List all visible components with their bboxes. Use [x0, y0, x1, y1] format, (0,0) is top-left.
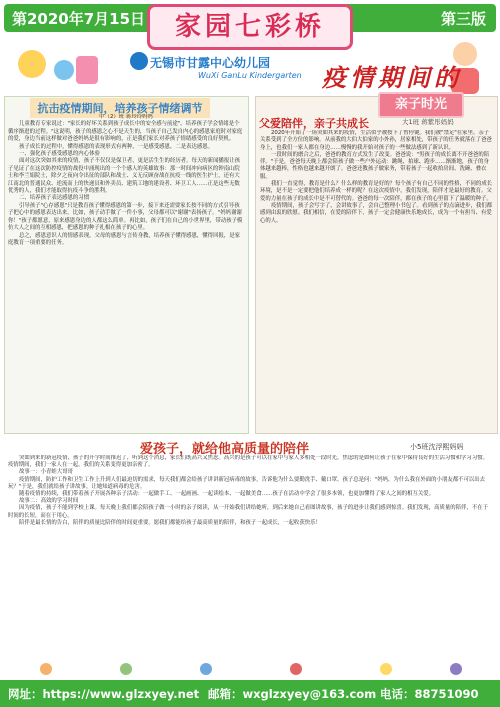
paragraph: 疫情期间，孩子会写字了，会讲故事了，会自己整理小书包了。看到孩子的点滴进步，我们都感到由衷的欣慰。我们相信，在爱的陪伴下，孩子一定会健康快乐地成长，成为一个有担当、有爱心的人。	[260, 202, 493, 224]
section-title: 疫情期间的	[322, 63, 462, 92]
issue-date: 第2020年7月15日	[12, 10, 146, 28]
paragraph: 故事二：高效的学习时间	[19, 498, 79, 505]
child-icon	[380, 663, 392, 675]
paragraph: 故事一：小青蛙大哥哥	[19, 469, 73, 476]
footer-bar	[0, 680, 500, 707]
paragraph: 总之，感恩意识人的情感表现，父母的感恩与言传身教，培养孩子懂得感恩，懂得回报，是家庭教育一项重要的任务。	[8, 232, 241, 246]
footer-website[interactable]: 网址：https://www.glzxyey.net	[8, 687, 200, 701]
paragraph: 儿童教育专家说过："家长的好坏关系到孩子成长中的安全感与前途"。培养孩子学会情绪是个循序渐进的过程。"这说明，孩子的感恩之心不是天生的，当孩子自己发自内心的感恩家庭时对家庭的爱，身边当前这样做对爸爸妈妈是很有影响的，正是我们家长对养孩子情绪感受的良好契机。	[8, 121, 243, 143]
right-article-title: 父爱陪伴，亲子共成长	[259, 117, 369, 130]
child-icon	[450, 663, 462, 675]
paragraph: 二、培养孩子表达感恩的习惯	[19, 195, 90, 202]
bottom-article-body	[8, 455, 492, 677]
child-icon	[200, 663, 212, 675]
right-article-body	[260, 130, 493, 430]
cartoon-decoration-left	[14, 36, 104, 92]
footer-email[interactable]: 邮箱：wxglzxyey@163.com	[208, 687, 377, 701]
newsletter-title: 家园七彩桥	[147, 4, 353, 50]
school-logo-icon	[130, 52, 148, 70]
child-icon	[120, 663, 132, 675]
paragraph: 一段时间的磨合之后，爸爸的教育方式发生了改变。爸爸说："男孩子的成长离不开爸爸的陪伴。"于是，爸爸每天晚上都会陪孩子做一些户外运动：跳绳、拍球、跑步……渐渐地，孩子的身体越来越棒，性格也越来越开朗了。爸爸还教孩子做家务，带着孩子一起收拾房间、洗碗、叠衣服。	[260, 151, 490, 180]
paragraph: 一、强化孩子感受感恩的内心体验	[19, 151, 100, 158]
edition-label: 第三版	[440, 10, 486, 28]
paragraph: 我们一直觉得，教育是什么？什么样的教育是好的？每个孩子有自己不同的性格，不同的成长环境，是不是一定要把他们培养成一样的呢？在这次疫情中，我们发现，陪伴才是最好的教育。父爱的力量在孩子的成长中是不可替代的。爸爸的每一次陪伴，都在孩子的心里留下了温暖的种子。	[260, 181, 493, 202]
parent-child-badge: 亲子时光	[378, 92, 464, 118]
sun-icon	[18, 50, 46, 78]
left-article-body	[8, 114, 244, 430]
paragraph: 引导孩子"心存感恩"只是教育孩子懂得感恩的第一步，接下来还需要家长按不同的方式引导孩子把心中的感恩表达出来。比如，孩子动手做了一件小事，父母都可以"谢谢"表扬孩子。"妈妈谢谢你！"孩子都愿意，原来感恩身边的人都这么简单。再比如，孩子们在自己的小世界里，带动孩子模仿大人之间的互相感恩，把感恩的种子扎根在孩子的心里。	[8, 202, 243, 232]
left-article-author: 中（2）班 蒋玲玲妈妈	[99, 114, 153, 120]
paragraph: 面对这次突如其来的疫情，孩子不仅仅是保卫者，更是活生生的经历者。每天的新闻播报让孩子见证了在这次防控疫情的战役中涌现出的一个个感人的英雄故事：那一时间冲向病区的钟南山院士和李兰娟院士，除夕之夜向令出征的部队和战士、义无反顾奋战在抗疫一线的医生护士，还有大江南北的普通民众、逆流而上的快递员和外卖员、建筑工地的建设者、环卫工人……正是这些无数优秀的人，我们才能取得抗疫斗争的胜利。	[8, 158, 241, 195]
paragraph: 陪伴是最长情的告白，陪伴的质量比陪伴的时间更重要。愿我们都能给孩子最高质量的陪伴，和孩子一起成长，一起收获快乐！	[19, 519, 321, 526]
child-figure-icon	[76, 56, 98, 84]
paragraph: 随着疫情的持续，我们带着孩子开展各种亲子活动：一起做手工、一起画画、一起读绘本、一起做美食……孩子在活动中学会了很多本领，也更加懂得了家人之间的相互关爱。	[19, 491, 435, 498]
bubble-icon	[54, 60, 74, 80]
bottom-article-author: 小5班沈浮熙妈妈	[410, 443, 464, 451]
paragraph: 突如到来的新冠疫情，孩子的开学时间推迟了，听到这个消息，家长们既高兴又焦虑。高兴的是孩子可以在家中与家人多相处一段时光，焦虑的是如何让孩子在家中保持良好的生活习惯和学习习惯。疫情期间，我们一家人在一起，我们的关系变得更加亲密了。	[8, 455, 488, 469]
footer-phone: 电话：88751090	[380, 687, 479, 701]
children-playing-decoration	[6, 660, 492, 678]
right-article-author: 大1班 蒋紫彤妈妈	[402, 118, 454, 126]
school-name: 无锡市甘露中心幼儿园	[150, 56, 271, 70]
child-icon	[290, 663, 302, 675]
child-icon	[40, 663, 52, 675]
school-name-english: WuXi GanLu Kindergarten	[198, 71, 302, 80]
bottom-article-title: 爱孩子，就给他高质量的陪伴	[140, 442, 310, 457]
paragraph: 孩子成长的过程中，懂得感恩的表现形式有两种，一是感受感恩，二是表达感恩。	[19, 143, 214, 150]
paragraph: 2020年开始了一场突如其来的疫情，生活似乎被按下了暂停键。我们被"禁足"在家里。亲子关系受到了全方位的影响。从前我的大伯大伯家的小外孙，居家相处，带孩子的任务就落在了爸爸身上，也我们一家人都在身边……慢慢的我开始对孩子的一些做法感到了新认识。	[260, 130, 492, 151]
paragraph: 疫情期间，防护工作和卫生工作上升到人们最迫切的需求，每天我们都会给孩子讲讲新冠病毒的故事，告诉他为什么要勤洗手、戴口罩。孩子总是问："妈妈，为什么我在外面的小朋友都不可以出去玩？"于是，我们就给孩子讲故事，让她知道病毒的危害。	[8, 476, 486, 490]
paragraph: 因为疫情，孩子不能到学校上课。每天晚上我们都会陪孩子做一小时的亲子阅读，从一开始我们讲给她听，到后来她自己看图讲故事，孩子的进步让我们感到惊喜。我们发现，高质量的陪伴，不在于时间的长短，而在于用心。	[8, 505, 488, 519]
left-article-title: 抗击疫情期间，培养孩子情绪调节	[30, 98, 210, 118]
